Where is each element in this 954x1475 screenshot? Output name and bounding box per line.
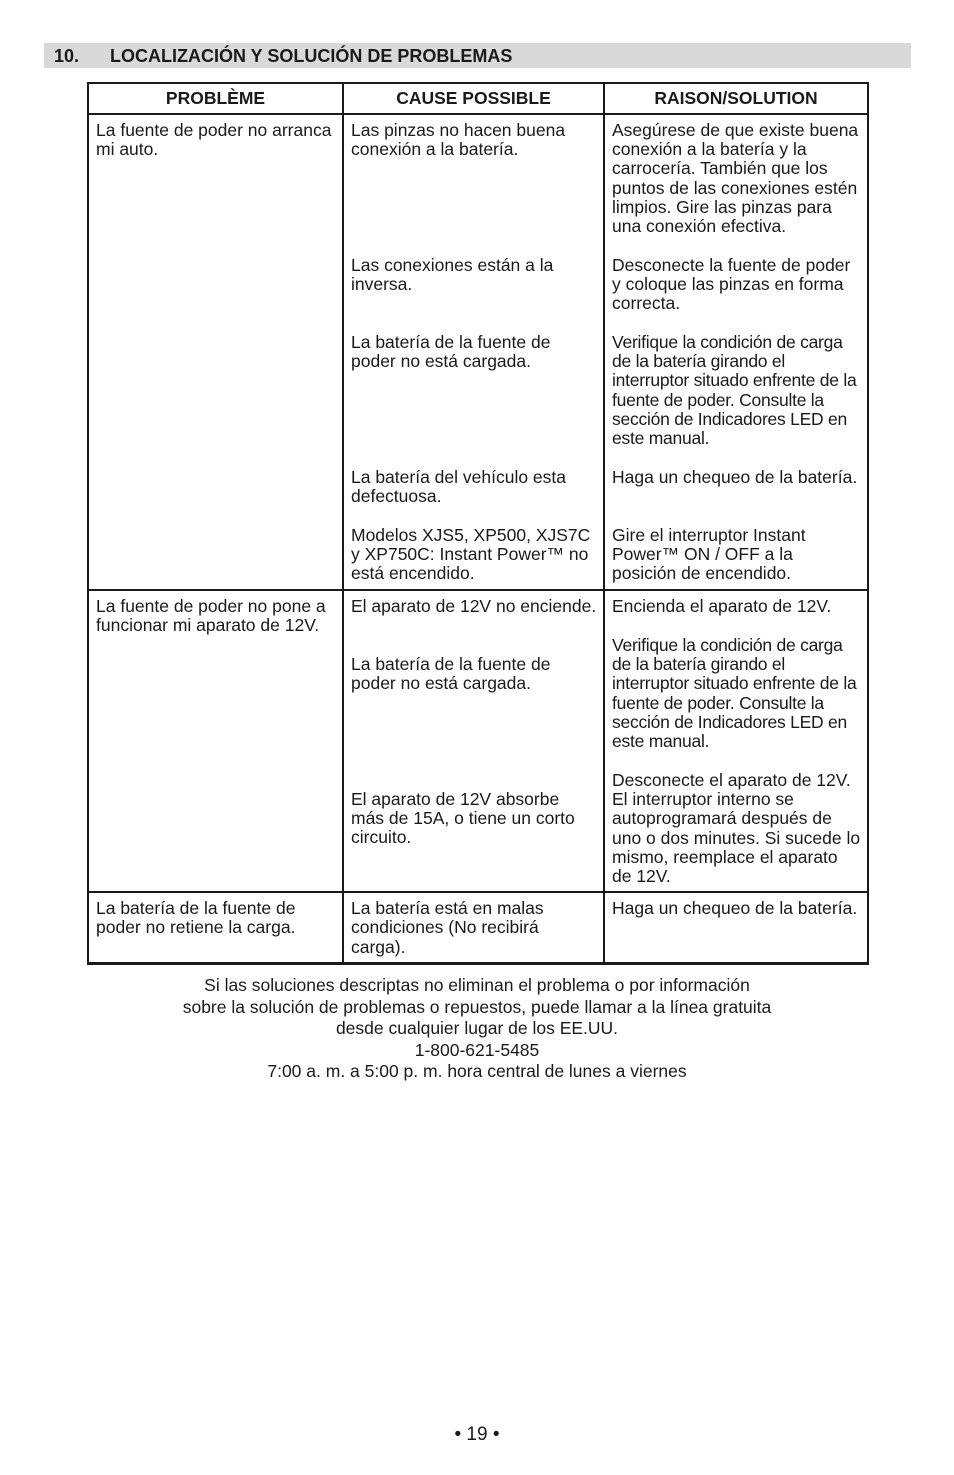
solution-text: Verifique la condición de carga de la batería girando el interruptor situado enfrente de la fuente de poder. Consulte la sección de Indicadores LED en este manual. [612,332,857,449]
solution-text: Desconecte el aparato de 12V. El interruptor interno se autoprogramará después de uno o dos minutes. Si sucede lo mismo, reemplace el aparato de 12V. [612,770,861,887]
problem-text: La fuente de poder no pone a funcionar mi aparato de 12V. [96,596,326,636]
table-row [88,892,868,963]
section-title: LOCALIZACIÓN Y SOLUCIÓN DE PROBLEMAS [110,46,513,66]
helpline-line: sobre la solución de problemas o repuestos, puede llamar a la línea gratuita [182,996,772,1017]
cause-cell [343,114,604,590]
table-row [88,114,868,590]
problem-cell [88,590,343,892]
problem-cell [88,892,343,963]
cause-cell [343,892,604,963]
header-problem: PROBLÈME [88,83,343,114]
solution-cell [604,590,868,892]
cause-text: El aparato de 12V no enciende. [351,596,597,616]
solution-cell [604,114,868,590]
section-heading [44,43,911,68]
solution-text: Verifique la condición de carga de la batería girando el interruptor situado enfrente de la fuente de poder. Consulte la sección de Indicadores LED en este manual. [612,635,857,752]
helpline-line: Si las soluciones descriptas no eliminan el problema o por información [204,975,750,995]
cause-text: Las pinzas no hacen buena conexión a la batería. [351,120,566,160]
solution-text: Encienda el aparato de 12V. [612,596,832,616]
table-header-row [88,83,868,114]
cause-text: La batería de la fuente de poder no está cargada. [351,332,551,372]
table-row [88,590,868,892]
cause-text: Modelos XJS5, XP500, XJS7C y XP750C: Instant Power™ no está encendido. [351,525,591,584]
phone-number: 1-800-621-5485 [414,1039,540,1060]
cause-cell [343,590,604,892]
service-hours: 7:00 a. m. a 5:00 p. m. hora central de lunes a viernes [267,1061,687,1082]
section-number: 10. [54,46,80,66]
header-cause: CAUSE POSSIBLE [343,83,604,114]
solution-text: Haga un chequeo de la batería. [612,467,858,487]
page-number: • 19 • [454,1424,500,1445]
problem-cell [88,114,343,590]
cause-text: La batería de la fuente de poder no está cargada. [351,654,551,694]
problem-text: La batería de la fuente de poder no retiene la carga. [96,898,296,938]
cause-text: El aparato de 12V absorbe más de 15A, o tiene un corto circuito. [351,789,575,848]
problem-text: La fuente de poder no arranca mi auto. [96,120,332,160]
solution-text: Asegúrese de que existe buena conexión a la batería y la carrocería. También que los puntos de las conexiones estén limpios. Gire las pinzas para una conexión efectiva. [612,120,859,237]
solution-cell [604,892,868,963]
header-solution: RAISON/SOLUTION [604,83,868,114]
cause-text: La batería del vehículo esta defectuosa. [351,467,567,507]
cause-text: Las conexiones están a la inversa. [351,255,554,295]
troubleshooting-table [87,82,869,965]
solution-text: Gire el interruptor Instant Power™ ON / OFF a la posición de encendido. [612,525,806,584]
solution-text: Desconecte la fuente de poder y coloque las pinzas en forma correcta. [612,255,851,314]
helpline-note [0,975,954,1083]
helpline-line: desde cualquier lugar de los EE.UU. [335,1018,619,1039]
cause-text: La batería está en malas condiciones (No recibirá carga). [351,898,544,957]
solution-text: Haga un chequeo de la batería. [612,898,858,919]
